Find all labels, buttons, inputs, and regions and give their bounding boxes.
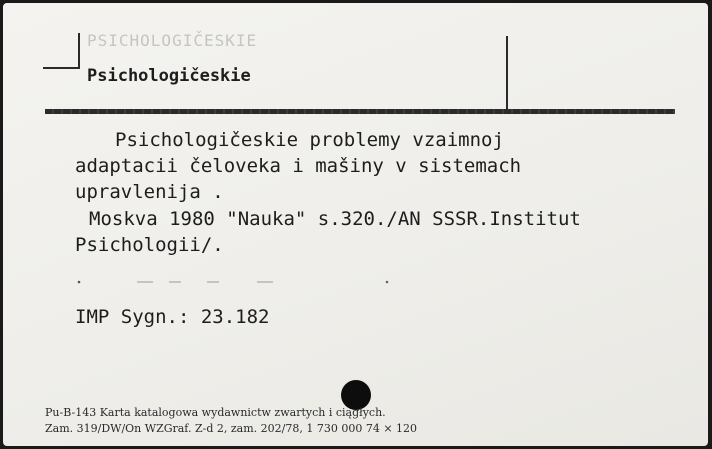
dotted-separator: [77, 279, 497, 285]
publication-line-2: Psichologii/.: [75, 234, 224, 256]
footer-line-1: Pu-B-143 Karta katalogowa wydawnictw zwartych i ciągłych.: [45, 406, 386, 419]
card-heading: Psichologičeskie: [87, 66, 251, 86]
corner-bracket-horizontal: [43, 67, 80, 69]
corner-bracket-vertical: [78, 33, 80, 69]
header-divider-line: [506, 36, 508, 109]
title-line-2: adaptacii čeloveka i mašiny v sistemach: [75, 155, 522, 177]
catalog-card: [3, 3, 708, 446]
header-rule: [45, 109, 675, 114]
publication-line-1: Moskva 1980 "Nauka" s.320./AN SSSR.Institut: [89, 208, 581, 230]
call-number: IMP Sygn.: 23.182: [75, 306, 270, 328]
title-line-1: Psichologičeskie problemy vzaimnoj: [115, 129, 504, 151]
footer-line-2: Zam. 319/DW/On WZGraf. Z-d 2, zam. 202/78, 1 730 000 74 × 120: [45, 422, 418, 435]
title-line-3: upravlenija .: [75, 181, 224, 203]
faint-header-text: PSICHOLOGIČESKIE: [87, 31, 258, 50]
